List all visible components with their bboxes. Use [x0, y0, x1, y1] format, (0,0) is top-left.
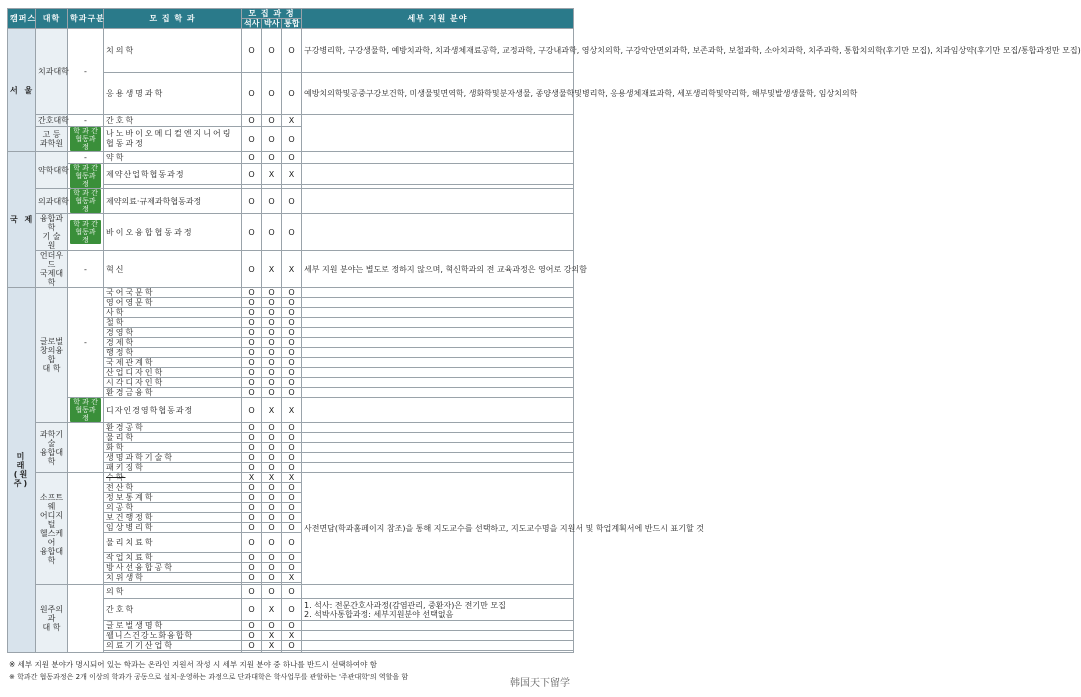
field-empty [302, 651, 574, 653]
dept-name: 화학 [104, 443, 242, 453]
integrated-mark: O [282, 358, 302, 368]
dept-name: 패키징학 [104, 463, 242, 473]
master-mark: O [242, 453, 262, 463]
integrated-mark: O [282, 368, 302, 378]
doctor-mark: O [262, 463, 282, 473]
master-mark: O [242, 378, 262, 388]
doctor-mark: O [262, 298, 282, 308]
field-sw [302, 473, 704, 585]
doctor-mark: O [262, 29, 282, 73]
interdisc-badge-cell [68, 164, 104, 189]
doctor-mark: O [262, 127, 282, 152]
master-mark: O [242, 308, 262, 318]
college-nursing: 간호대학 [36, 115, 68, 127]
field-empty [302, 388, 574, 398]
field-empty [302, 443, 574, 453]
college-pharm: 약학대학 [36, 152, 68, 189]
kind-dash: - [68, 251, 104, 288]
master-mark: O [242, 127, 262, 152]
master-mark: O [242, 585, 262, 599]
doctor-mark: X [262, 599, 282, 621]
integrated-mark: O [282, 523, 302, 533]
integrated-mark: O [282, 453, 302, 463]
kind-dash: - [68, 473, 104, 585]
dept-name: 임상병리학 [104, 523, 242, 533]
field-empty [302, 328, 574, 338]
mark-spacer [282, 651, 302, 653]
doctor-mark: O [262, 553, 282, 563]
integrated-mark: O [282, 214, 302, 251]
field-empty [302, 318, 574, 328]
campus-seoul: 서 울 [8, 29, 36, 152]
master-mark: O [242, 251, 262, 288]
integrated-mark: O [282, 73, 302, 115]
dept-name: 생명과학기술학 [104, 453, 242, 463]
master-mark: O [242, 523, 262, 533]
field-empty [302, 423, 574, 433]
interdisc-badge: 학 과 간 협동과정 [70, 220, 101, 244]
kind-dash: - [68, 585, 104, 653]
doctor-mark: O [262, 503, 282, 513]
integrated-mark: O [282, 483, 302, 493]
master-mark: O [242, 328, 262, 338]
field-empty [302, 641, 574, 651]
interdisc-badge-cell [68, 214, 104, 251]
integrated-mark: O [282, 378, 302, 388]
dept-name: 혁신 [104, 251, 242, 288]
dept-name: 바이오융합협동과정 [104, 214, 242, 251]
dept-name: 철학 [104, 318, 242, 328]
dept-name: 환경금융학 [104, 388, 242, 398]
integrated-mark: O [282, 585, 302, 599]
field-bio: 예방치의학및공중구강보건학, 미생물및면역학, 생화학및분자생물, 종양생물학및병리학, 응용생체재료과학, 세포생리학및약리학, 해부및발생생물학, 임상치의학 [302, 73, 574, 115]
college-software: 소프트웨 어디지털 헬스케어 융합대학 [36, 473, 68, 585]
field-empty [302, 398, 574, 423]
field-wonju: 1. 석사: 전문간호사과정(감염관리, 중환자)은 전기만 모집 2. 석박사통합과정: 세부지원분야 선택없음 [302, 599, 574, 621]
master-mark: O [242, 513, 262, 523]
master-mark: O [242, 621, 262, 631]
master-mark: O [242, 298, 262, 308]
dept-name: 경제학 [104, 338, 242, 348]
dept-line-1: 나노바이오메디컬엔지니어링 [106, 129, 233, 138]
college-med: 의과대학 [36, 189, 68, 214]
kind-dash: - [68, 288, 104, 398]
master-mark: O [242, 493, 262, 503]
field-empty [302, 631, 574, 641]
integrated-mark: O [282, 513, 302, 523]
master-mark: O [242, 115, 262, 127]
dept-name: 간호학 [104, 599, 242, 621]
mark-spacer [242, 651, 262, 653]
field-empty [302, 288, 574, 298]
field-sw-text: 사전면담(학과홈페이지 참조)을 통해 지도교수를 선택하고, 지도교수명을 지원서 및 학업계획서에 반드시 표기할 것 [304, 524, 704, 533]
dept-name: 물리학 [104, 433, 242, 443]
master-mark: O [242, 503, 262, 513]
integrated-mark: O [282, 533, 302, 553]
interdisc-badge-cell [68, 189, 104, 214]
master-mark: O [242, 358, 262, 368]
dept-name: 응용생명과학 [104, 73, 242, 115]
integrated-mark: O [282, 641, 302, 651]
dept-name: 방사선융합공학 [104, 563, 242, 573]
master-mark: X [242, 473, 262, 483]
field-empty [302, 433, 574, 443]
footnote-2: ※ 학과간 협동과정은 2개 이상의 학과가 공동으로 설치·운영하는 과정으로 단과대학은 학사업무를 관할하는 '주관대학'의 역할을 함 [9, 673, 409, 681]
dept-name: 간호학 [104, 115, 242, 127]
mark-spacer [262, 651, 282, 653]
doctor-mark: O [262, 585, 282, 599]
dept-name: 약학 [104, 152, 242, 164]
integrated-mark: O [282, 348, 302, 358]
integrated-mark: O [282, 443, 302, 453]
field-empty [302, 115, 574, 152]
integrated-mark: O [282, 298, 302, 308]
field-empty [302, 378, 574, 388]
dept-name: 웰니스건강노화융합학 [104, 631, 242, 641]
dept-name: 치의학 [104, 29, 242, 73]
dept-name: 제약의료·규제과학협동과정 [104, 189, 242, 214]
master-mark: O [242, 189, 262, 214]
field-dental: 구강병리학, 구강생물학, 예방치과학, 치과생체재료공학, 교정과학, 구강내과학, 영상치의학, 구강악안면외과학, 보존과학, 보철과학, 소아치과학, 치주과학, 통합치의학(후기만 모집), 치과임상약(후기만 모집/통합과정만 모집) [302, 29, 574, 73]
doctor-mark: O [262, 328, 282, 338]
header-course: 모 집 과 정 [242, 9, 302, 19]
doctor-mark: O [262, 368, 282, 378]
dept-name: 의학 [104, 585, 242, 599]
college-grad-sci: 고 등 과학원 [36, 127, 68, 152]
header-integrated: 통합 [282, 19, 302, 29]
college-scitech: 과학기술 융합대학 [36, 423, 68, 473]
dept-line-2: 협동과정 [106, 139, 145, 148]
integrated-mark: O [282, 493, 302, 503]
doctor-mark: X [262, 251, 282, 288]
kind-dash: - [68, 115, 104, 127]
dept-name-nano [104, 127, 242, 152]
doctor-mark: O [262, 621, 282, 631]
integrated-mark: O [282, 599, 302, 621]
master-mark: O [242, 433, 262, 443]
field-empty [302, 585, 574, 599]
master-mark: O [242, 423, 262, 433]
doctor-mark: O [262, 348, 282, 358]
integrated-mark: O [282, 338, 302, 348]
doctor-mark: O [262, 523, 282, 533]
doctor-mark: O [262, 453, 282, 463]
dept-name: 의료기기산업학 [104, 641, 242, 651]
admission-table [7, 8, 1081, 653]
master-mark: O [242, 338, 262, 348]
kind-dash: - [68, 29, 104, 115]
college-underwood: 언더우드 국제대학 [36, 251, 68, 288]
doctor-mark: O [262, 189, 282, 214]
field-empty [302, 453, 574, 463]
integrated-mark: O [282, 463, 302, 473]
field-empty [302, 152, 574, 164]
field-empty [302, 214, 574, 251]
dept-name: 치위생학 [104, 573, 242, 583]
integrated-mark: O [282, 127, 302, 152]
master-mark: O [242, 348, 262, 358]
integrated-mark: X [282, 164, 302, 185]
kind-dash: - [68, 152, 104, 164]
dept-name: 디자인경영학협동과정 [104, 398, 242, 423]
master-mark: O [242, 318, 262, 328]
dept-name: 영어영문학 [104, 298, 242, 308]
dept-name: 환경공학 [104, 423, 242, 433]
campus-mirae: 미 래 (원주) [8, 288, 36, 653]
doctor-mark: O [262, 513, 282, 523]
integrated-mark: O [282, 288, 302, 298]
doctor-mark: O [262, 214, 282, 251]
master-mark: O [242, 73, 262, 115]
integrated-mark: O [282, 328, 302, 338]
kind-dash: - [68, 423, 104, 473]
integrated-mark: X [282, 398, 302, 423]
integrated-mark: O [282, 152, 302, 164]
field-empty [302, 308, 574, 318]
dept-name: 제약산업학협동과정 [104, 164, 242, 185]
integrated-mark: O [282, 433, 302, 443]
master-mark: O [242, 631, 262, 641]
master-mark: O [242, 164, 262, 185]
master-mark: O [242, 563, 262, 573]
header-field: 세부 지원 분야 [302, 9, 574, 29]
college-dental: 치과대학 [36, 29, 68, 115]
footnote-1: ※ 세부 지원 분야가 명시되어 있는 학과는 온라인 지원서 작성 시 세부 지원 분야 중 하나를 반드시 선택하여야 함 [9, 660, 377, 669]
integrated-mark: X [282, 115, 302, 127]
dept-name: 의공학 [104, 503, 242, 513]
integrated-mark: O [282, 308, 302, 318]
doctor-mark: X [262, 473, 282, 483]
dept-name: 국제관계학 [104, 358, 242, 368]
college-convergence: 융합과학 기 술 원 [36, 214, 68, 251]
header-dept: 모 집 학 과 [104, 9, 242, 29]
dept-name: 행정학 [104, 348, 242, 358]
integrated-mark: X [282, 251, 302, 288]
header-doctor: 박사 [262, 19, 282, 29]
doctor-mark: X [262, 164, 282, 185]
doctor-mark: O [262, 288, 282, 298]
dept-name: 정보통계학 [104, 493, 242, 503]
doctor-mark: O [262, 433, 282, 443]
master-mark: O [242, 641, 262, 651]
header-college: 대학 [36, 9, 68, 29]
doctor-mark: O [262, 423, 282, 433]
doctor-mark: O [262, 443, 282, 453]
doctor-mark: O [262, 318, 282, 328]
master-mark: O [242, 443, 262, 453]
doctor-mark: O [262, 308, 282, 318]
field-empty [302, 348, 574, 358]
master-mark: O [242, 463, 262, 473]
doctor-mark: X [262, 641, 282, 651]
interdisc-badge: 학 과 간 협동과정 [70, 189, 101, 213]
dept-name: 글로벌생명학 [104, 621, 242, 631]
doctor-mark: O [262, 358, 282, 368]
header-kind: 학과구분 [68, 9, 104, 29]
field-empty [302, 338, 574, 348]
doctor-mark: O [262, 378, 282, 388]
header-campus: 캠퍼스 [8, 9, 36, 29]
integrated-mark: O [282, 388, 302, 398]
dept-name: 작업치료학 [104, 553, 242, 563]
field-innov: 세부 지원 분야는 별도로 정하지 않으며, 혁신학과의 전 교육과정은 영어로 강의함 [302, 251, 574, 288]
master-mark: O [242, 368, 262, 378]
doctor-mark: X [262, 631, 282, 641]
master-mark: O [242, 533, 262, 553]
dept-name: 국어국문학 [104, 288, 242, 298]
master-mark: O [242, 388, 262, 398]
dept-name: 경영학 [104, 328, 242, 338]
master-mark: O [242, 152, 262, 164]
doctor-mark: O [262, 115, 282, 127]
interdisc-badge-cell [68, 398, 104, 423]
master-mark: O [242, 288, 262, 298]
integrated-mark: O [282, 189, 302, 214]
doctor-mark: O [262, 533, 282, 553]
integrated-mark: O [282, 318, 302, 328]
field-empty [302, 298, 574, 308]
integrated-mark: X [282, 573, 302, 583]
master-mark: O [242, 483, 262, 493]
integrated-mark: X [282, 473, 302, 483]
integrated-mark: X [282, 631, 302, 641]
dept-name: 수학 [104, 473, 242, 483]
integrated-mark: O [282, 563, 302, 573]
doctor-mark: O [262, 493, 282, 503]
interdisc-badge: 학 과 간 협동과정 [70, 127, 101, 151]
dept-spacer [104, 651, 242, 653]
field-empty [302, 621, 574, 631]
doctor-mark: O [262, 573, 282, 583]
doctor-mark: O [262, 563, 282, 573]
master-mark: O [242, 599, 262, 621]
master-mark: O [242, 553, 262, 563]
dept-name: 사학 [104, 308, 242, 318]
interdisc-badge: 학 과 간 협동과정 [70, 164, 101, 188]
doctor-mark: O [262, 152, 282, 164]
doctor-mark: O [262, 483, 282, 493]
master-mark: O [242, 29, 262, 73]
interdisc-badge: 학 과 간 협동과정 [70, 398, 101, 422]
integrated-mark: O [282, 29, 302, 73]
field-empty [302, 463, 574, 473]
field-empty [302, 358, 574, 368]
master-mark: O [242, 214, 262, 251]
doctor-mark: O [262, 338, 282, 348]
integrated-mark: O [282, 621, 302, 631]
dept-name: 보건행정학 [104, 513, 242, 523]
dept-name: 전산학 [104, 483, 242, 493]
watermark: 韩国天下留学 [510, 678, 570, 689]
college-wonju-med: 원주의과 대 학 [36, 585, 68, 653]
integrated-mark: O [282, 423, 302, 433]
header-master: 석사 [242, 19, 262, 29]
doctor-mark: X [262, 398, 282, 423]
dept-name: 산업디자인학 [104, 368, 242, 378]
master-mark: O [242, 398, 262, 423]
interdisc-badge-cell [68, 127, 104, 152]
integrated-mark: O [282, 553, 302, 563]
master-mark: O [242, 573, 262, 583]
doctor-mark: O [262, 388, 282, 398]
integrated-mark: O [282, 503, 302, 513]
college-global: 글로벌 창의융합 대 학 [36, 288, 68, 423]
field-empty [302, 189, 574, 214]
dept-name: 물리치료학 [104, 533, 242, 553]
doctor-mark: O [262, 73, 282, 115]
field-empty [302, 368, 574, 378]
field-empty [302, 164, 574, 185]
campus-intl: 국 제 [8, 152, 36, 288]
dept-name: 시각디자인학 [104, 378, 242, 388]
